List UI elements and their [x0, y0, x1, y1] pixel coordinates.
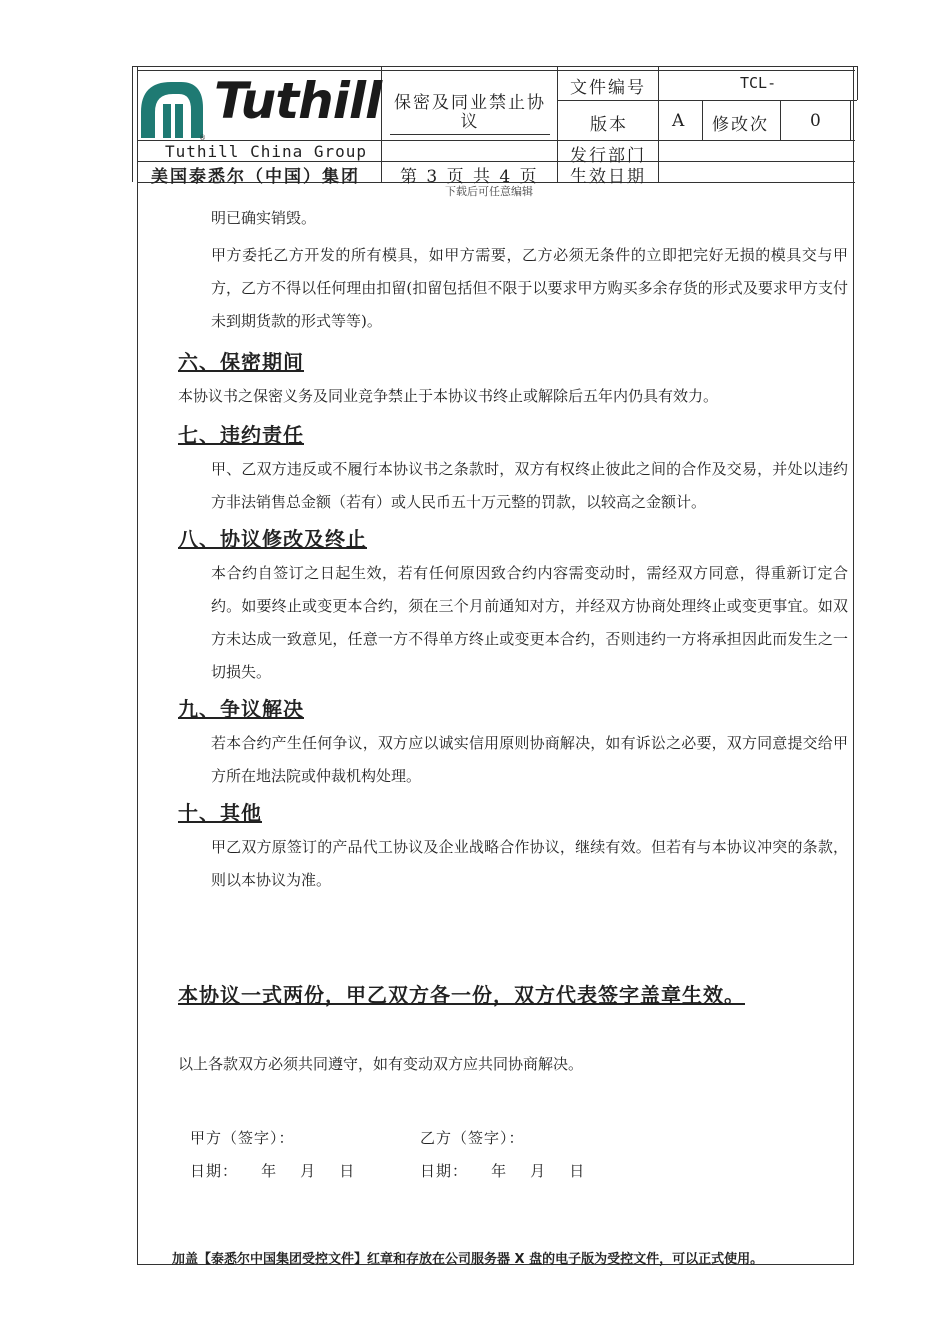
section-heading-6: 六、保密期间 [178, 350, 304, 374]
party-a-date: 日期： 年 月 日 [190, 1162, 356, 1180]
revision-label: 修改次 [712, 115, 769, 135]
closing-statement: 本协议一式两份，甲乙双方各一份，双方代表签字盖章生效。 [178, 983, 745, 1007]
group-name-cn: 美国泰悉尔（中国）集团 [151, 167, 360, 187]
file-no-label: 文件编号 [570, 78, 646, 98]
paragraph-modification: 本合约自签订之日起生效，若有任何原因致合约内容需变动时，需经双方同意，得重新订定合约。如要终止或变更本合约，须在三个月前通知对方，并经双方协商处理终止或变更事宜。如双方未达成一致意见，任意一方不得单方终止或变更本合约，否则违约一方将承担因此而发生之一切损失。 [211, 564, 848, 681]
document-body [178, 200, 848, 1081]
header-div-title [557, 66, 558, 182]
party-a-signature: 甲方（签字）： [190, 1129, 295, 1147]
document-title: 保密及同业禁止协议 [394, 93, 546, 132]
effective-date-label: 生效日期 [570, 167, 646, 187]
paragraph-other: 甲乙双方原签订的产品代工协议及企业战略合作协议，继续有效。但若有与本协议冲突的条款，则以本协议为准。 [211, 838, 848, 889]
header-div-version-a [702, 100, 703, 140]
dispute-venue: 甲方所在地法院或仲裁机构处理 [211, 734, 848, 785]
header-row-1 [557, 100, 857, 101]
title-underline [390, 134, 550, 135]
section-heading-10: 十、其他 [178, 801, 262, 825]
header-outer-left [132, 66, 133, 182]
paragraph-molds: 甲方委托乙方开发的所有模具，如甲方需要，乙方必须无条件的立即把完好无损的模具交与甲方，乙方不得以任何理由扣留(扣留包括但不限于以要求甲方购买多余存货的形式及要求甲方支付未到期货款的形式等等)。 [211, 246, 848, 330]
section-heading-8: 八、协议修改及终止 [178, 527, 367, 551]
dispute-end: 。 [406, 767, 422, 785]
header-top-border [132, 66, 858, 67]
brand-wordmark: Tuthill [214, 72, 382, 130]
version-value: A [672, 111, 687, 131]
paragraph-liability: 甲、乙双方违反或不履行本协议书之条款时，双方有权终止彼此之间的合作及交易，并处以违约方非法销售总金额（若有）或人民币五十万元整的罚款，以较高之金额计。 [211, 460, 848, 511]
section-heading-9: 九、争议解决 [178, 697, 304, 721]
header-div-revision [780, 100, 781, 140]
header-outer-right [857, 66, 858, 100]
version-label: 版本 [590, 115, 628, 135]
revision-value: 0 [810, 111, 823, 131]
paragraph-dispute [178, 727, 848, 793]
header-div-right [850, 100, 851, 140]
paragraph-continuation: 明已确实销毁。 [211, 209, 317, 227]
header-div-value [658, 66, 659, 182]
party-b-signature: 乙方（签字）： [420, 1129, 525, 1147]
header-inner-top [137, 70, 855, 71]
editable-note: 下载后可任意编辑 [445, 185, 533, 198]
group-name-en: Tuthill China Group [165, 142, 368, 161]
party-b-date: 日期： 年 月 日 [420, 1162, 586, 1180]
svg-text:®: ® [199, 134, 206, 142]
compliance-note: 以上各款双方必须共同遵守，如有变动双方应共同协商解决。 [178, 1055, 584, 1073]
file-no-value: TCL- [740, 74, 777, 92]
dept-label: 发行部门 [570, 146, 646, 166]
paragraph-confidentiality-period: 本协议书之保密义务及同业竞争禁止于本协议书终止或解除后五年内仍具有效力。 [178, 387, 719, 405]
controlled-document-footer: 加盖【泰悉尔中国集团受控文件】红章和存放在公司服务器 X 盘的电子版为受控文件，可以正式使用。 [172, 1252, 764, 1267]
section-heading-7: 七、违约责任 [178, 423, 304, 447]
page-info: 第 3 页 共 4 页 [400, 167, 539, 187]
dispute-text: 若本合约产生任何争议，双方应以诚实信用原则协商解决，如有诉讼之必要，双方同意提交给 [211, 734, 833, 752]
